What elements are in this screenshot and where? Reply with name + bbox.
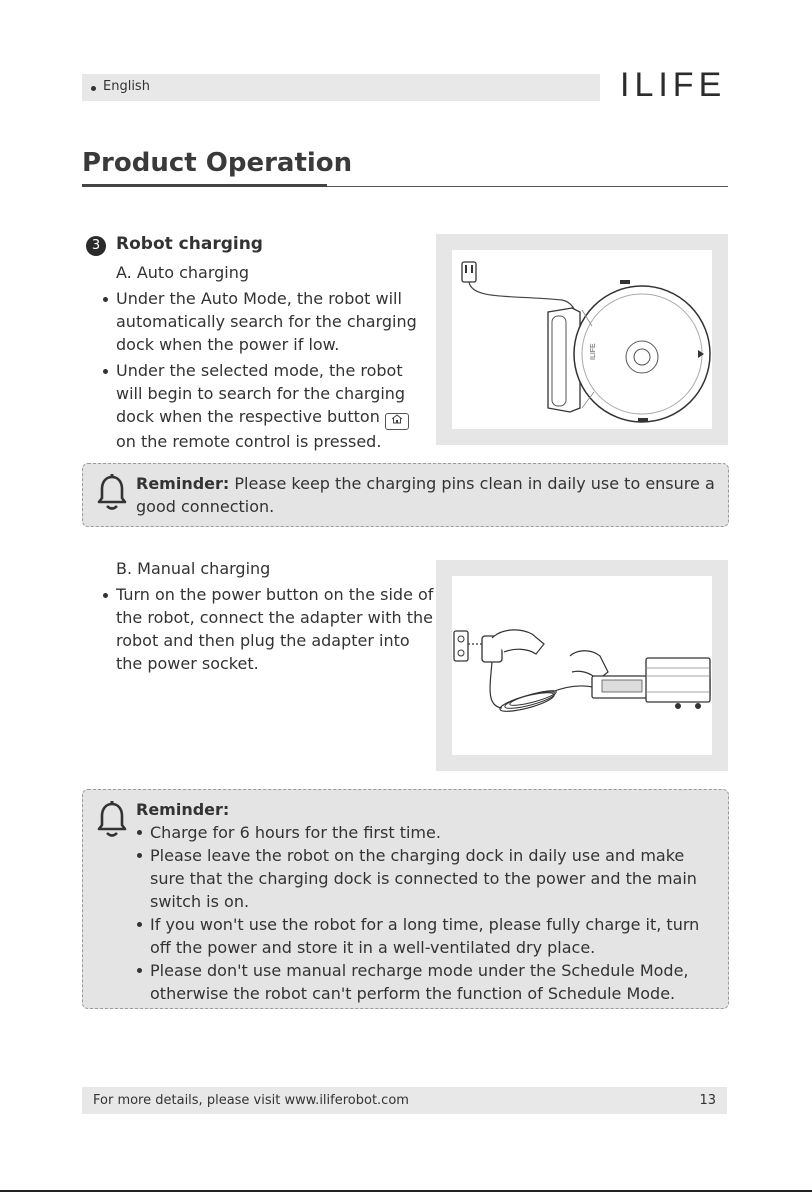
language-label: English xyxy=(103,79,150,94)
manual-charging-heading: B. Manual charging xyxy=(116,559,271,578)
auto-charging-bullet-2-text: Under the selected mode, the robot will begin to search for the charging dock when the respective button xyxy=(116,361,406,426)
reminder-1-text xyxy=(136,472,716,518)
section-title: Robot charging xyxy=(116,234,263,254)
auto-charging-bullet-1: Under the Auto Mode, the robot will automatically search for the charging dock when the power if low. xyxy=(116,289,417,354)
home-icon xyxy=(385,413,409,430)
reminder-2-text xyxy=(136,798,706,1005)
figure-robot-docking xyxy=(436,234,728,445)
reminder-2-item: Please leave the robot on the charging dock in daily use and make sure that the charging dock is connected to the power and the main switch is on. xyxy=(136,844,706,913)
footer-bar xyxy=(82,1087,727,1114)
auto-charging-bullet-2 xyxy=(116,359,426,453)
manual-charging-bullet-1: Turn on the power button on the side of the robot, connect the adapter with the robot and then plug the adapter into the power socket. xyxy=(116,585,434,673)
title-underline xyxy=(82,184,327,187)
reminder-box-1 xyxy=(82,463,729,527)
bullet-dot xyxy=(103,297,108,302)
figure-manual-charging xyxy=(436,560,728,771)
bell-icon xyxy=(97,801,127,839)
page-title: Product Operation xyxy=(82,148,353,178)
reminder-box-2 xyxy=(82,789,729,1009)
language-bar xyxy=(82,74,600,101)
reminder-2-item: If you won't use the robot for a long time, please fully charge it, turn off the power and store it in a well-ventilated dry place. xyxy=(136,913,706,959)
figure-frame xyxy=(452,576,712,755)
bullet-dot xyxy=(103,369,108,374)
brand-logo: ILIFE xyxy=(620,66,727,104)
bell-icon xyxy=(97,474,127,512)
footer-text: For more details, please visit www.iliferobot.com xyxy=(93,1093,409,1108)
manual-charging-illustration xyxy=(452,576,712,755)
reminder-1-body: Please keep the charging pins clean in daily use to ensure a good connection. xyxy=(136,474,715,516)
section-number-badge: 3 xyxy=(86,236,106,256)
reminder-2-item: Charge for 6 hours for the first time. xyxy=(136,821,706,844)
bullet-dot xyxy=(103,593,108,598)
robot-docking-illustration xyxy=(452,250,712,429)
page-number: 13 xyxy=(699,1093,716,1108)
language-bullet xyxy=(91,86,96,91)
auto-charging-heading: A. Auto charging xyxy=(116,263,250,282)
figure-frame xyxy=(452,250,712,429)
robot-label: ILIFE xyxy=(590,343,597,360)
auto-charging-bullet-2-tail: on the remote control is pressed. xyxy=(116,432,382,451)
reminder-2-label: Reminder: xyxy=(136,800,230,819)
reminder-1-label: Reminder: xyxy=(136,474,230,493)
reminder-2-item: Please don't use manual recharge mode under the Schedule Mode, otherwise the robot can't perform the function of Schedule Mode. xyxy=(136,959,706,1005)
